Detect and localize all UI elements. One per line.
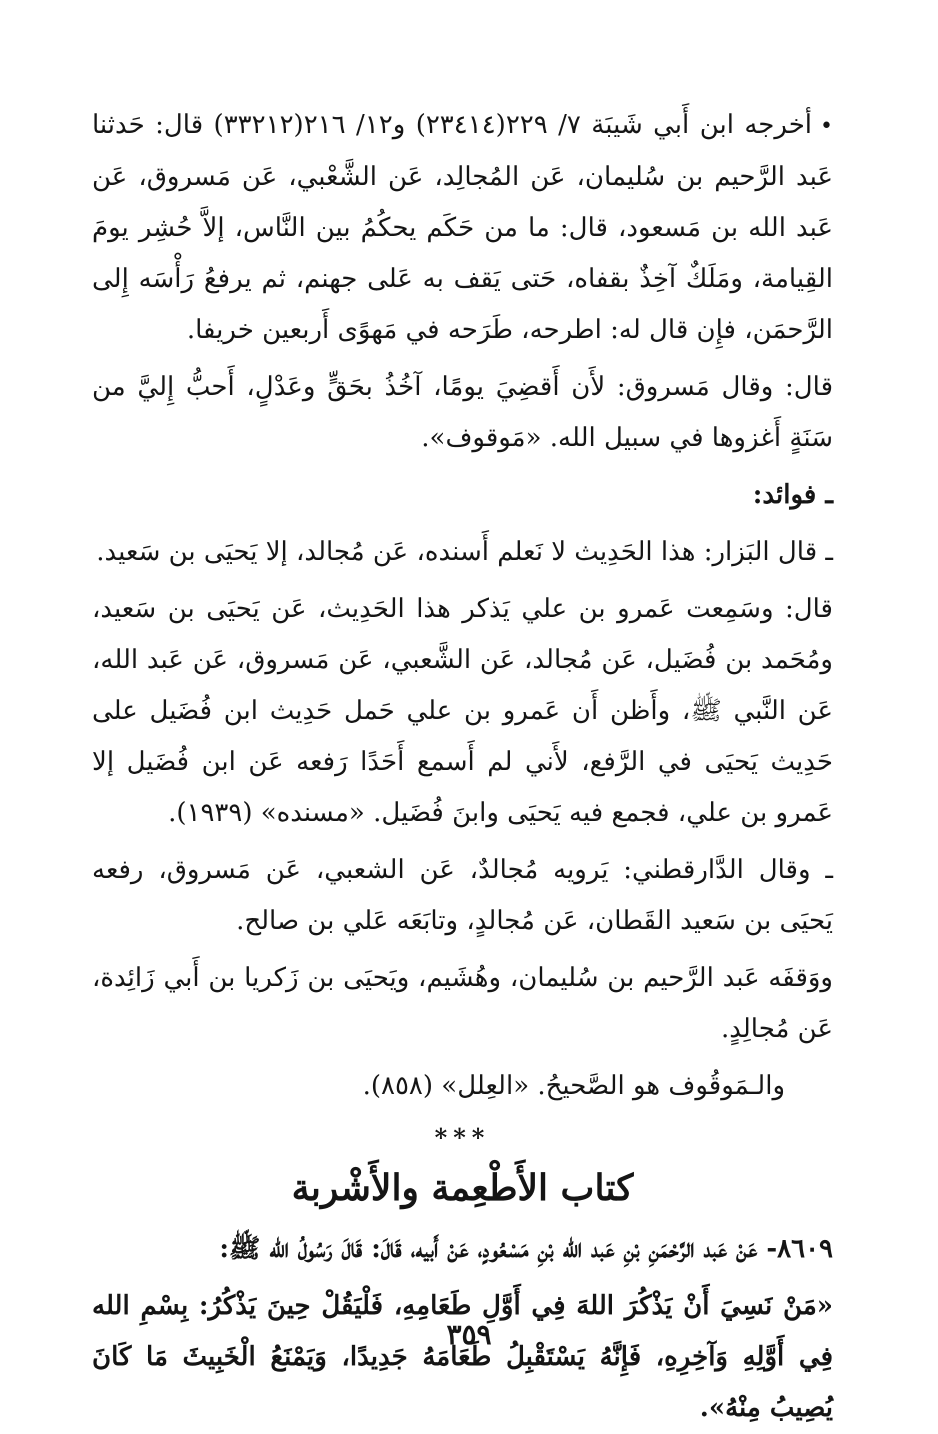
daraqutni-paragraph: ـ وقال الدَّارقطني: يَرويه مُجالدٌ، عَن الشعبي، عَن مَسروق، رفعه يَحيَى بن سَعيد القَطان، عَن مُجالدٍ، وتابَعَه عَلي بن صالح. <box>92 855 833 936</box>
bazzar-paragraph: ـ قال البَزار: هذا الحَدِيث لا نَعلم أَسنده، عَن مُجالد، إلا يَحيَى بن سَعيد. <box>96 537 833 567</box>
bullet-marker: • <box>820 114 833 139</box>
hadith-text: «مَنْ نَسِيَ أَنْ يَذْكُرَ اللهَ فِي أَوَّلِ طَعَامِهِ، فَلْيَقُلْ حِينَ يَذْكُرُ: بِسْمِ الله فِي أَوَّلِهِ وَآخِرِهِ، فَإِنَّهُ يَسْتَقْبِلُ طَعَامَهُ جَدِيدًا، وَيَمْنَعُ الْخَبِيثَ مَا كَانَ يُصِيبُ مِنْهُ». <box>92 1291 833 1423</box>
takhrij-text: أخرجه ابن أَبي شَيبَة ٧/ ٢٢٩(٢٣٤١٤) و١٢/ ٢١٦(٣٣٢١٢) قال: حَدثنا عَبد الرَّحيم بن سُليمان، عَن المُجالِد، عَن الشَّعْبي، عَن مَسروق، عَن عَبد الله بن مَسعود، قال: ما من حَكَم يحكُمُ بين النَّاس، إلاَّ حُشِر يومَ القِيامة، ومَلَكٌ آخِذٌ بقفاه، حَتى يَقف به عَلى جهنم، ثم يرفعُ رَأْسَه إِلى الرَّحمَن، فإِن قال له: اطرحه، طَرَحه في مَهوًى أَربعين خريفا. <box>92 110 833 345</box>
waqf-paragraph: ووَقفَه عَبد الرَّحيم بن سُليمان، وهُشَيم، ويَحيَى بن زَكريا بن أَبي زَائِدة، عَن مُجالِدٍ. <box>92 963 833 1044</box>
takhrij-paragraph <box>92 100 833 356</box>
conclusion-paragraph: والـمَوقُوف هو الصَّحيحُ. «العِلل» (٨٥٨). <box>362 1071 785 1101</box>
section-separator: *** <box>434 1123 491 1152</box>
fawaid-heading: ـ فوائد: <box>752 480 833 510</box>
page-number: ٣٥٩ <box>446 1318 492 1351</box>
book-title: كتاب الأَطْعِمة والأَشْربة <box>291 1167 634 1209</box>
masruq-paragraph: قال: وقال مَسروق: لأَن أَقضِيَ يومًا، آخُذُ بحَقٍّ وعَدْلٍ، أَحبُّ إِليَّ من سَنَةٍ أَغزوها في سبيل الله. «مَوقوف». <box>92 372 833 453</box>
hadith-intro: ٨٦٠٩- عَنْ عَبد الرَّحْمَنِ بْنِ عَبد الله بْنِ مَسْعُودٍ، عَنْ أَبيه، قَالَ: قَالَ رَسُولُ الله ﷺ: <box>219 1234 833 1264</box>
amr-paragraph: قال: وسَمِعت عَمرو بن علي يَذكر هذا الحَدِيث، عَن يَحيَى بن سَعيد، ومُحَمد بن فُضَيل، عَن مُجالد، عَن الشَّعبي، عَن مَسروق، عَن عَبد الله، عَن النَّبي ﷺ، وأَظن أَن عَمرو بن علي حَمل حَدِيث ابن فُضَيل على حَدِيث يَحيَى في الرَّفع، لأَني لم أَسمع أَحَدًا رَفعه عَن ابن فُضَيل إلا عَمرو بن علي، فجمع فيه يَحيَى وابنَ فُضَيل. «مسنده» (١٩٣٩). <box>92 594 833 828</box>
